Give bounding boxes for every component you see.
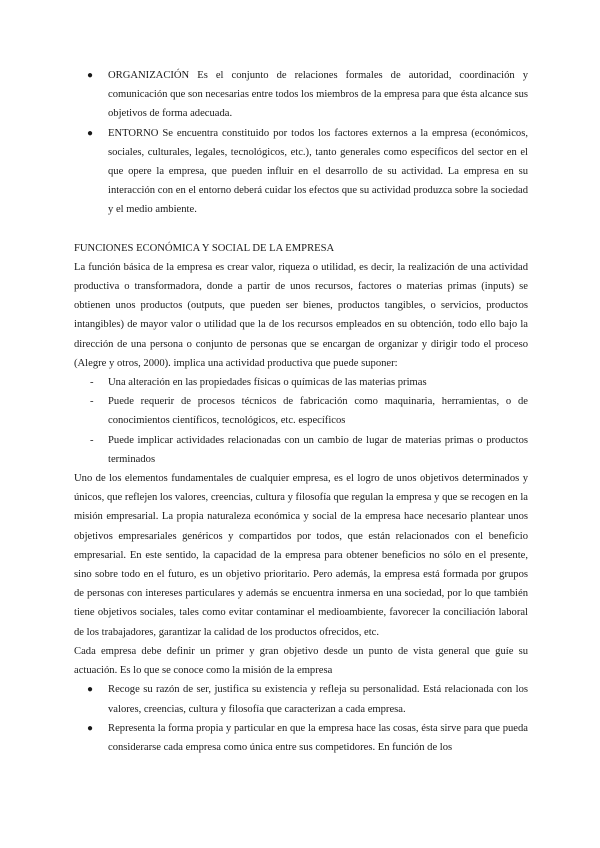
document-body: [74, 66, 528, 757]
intro-paragraph: La función básica de la empresa es crear valor, riqueza o utilidad, es decir, la realización de una actividad productiva o transformadora, donde a partir de unos recursos, factores o materias primas (inputs) se obtienen unos productos (outputs, que pueden ser bienes, productos tangibles, o servicios, productos intangibles) de mayor valor o utilidad que la de los recursos empleados en su obtención, todo ello bajo la dirección de una persona o conjunto de personas que se encargan de organizar y dirigir todo el proceso (Alegre y otros, 2000). implica una actividad productiva que puede suponer:: [74, 261, 528, 369]
bullet-text: Recoge su razón de ser, justifica su existencia y refleja su personalidad. Está relacionada con los valores, creencias, cultura y filosofía que caracterizan a cada empresa.: [108, 684, 528, 715]
dash-item-text: Puede requerir de procesos técnicos de fabricación como maquinaria, herramientas, o de conocimientos científicos, tecnológicos, etc. específicos: [108, 396, 528, 427]
bullet-organizacion: [74, 66, 528, 124]
dash-item-text: Una alteración en las propiedades físicas o químicas de las materias primas: [108, 377, 427, 389]
bullet-entorno: [74, 124, 528, 220]
bullet-mission-reason: [74, 680, 528, 718]
bullet-dot-icon: ●: [87, 127, 94, 139]
dash-list: [74, 373, 528, 469]
bullet-dot-icon: ●: [87, 684, 94, 696]
dash-item: [74, 392, 528, 430]
dash-marker-icon: -: [90, 396, 94, 408]
top-bullet-list: [74, 66, 528, 220]
bullet-dot-icon: ●: [87, 70, 94, 81]
bullet-mission-form: [74, 719, 528, 757]
objectives-paragraph: Uno de los elementos fundamentales de cualquier empresa, es el logro de unos objetivos determinados y únicos, que reflejen los valores, creencias, cultura y filosofía que regulan la empresa y que se recogen en la misión empresarial. La propia naturaleza económica y social de la empresa hace necesario plantear unos objetivos empresariales genéricos y compartidos por todos, que están relacionados con el beneficio empresarial. En este sentido, la capacidad de la empresa para obtener beneficios no sólo en el presente, sino sobre todo en el futuro, es un objetivo prioritario. Pero además, la empresa está formada por grupos de personas con intereses particulares y además se encuentra inmersa en una sociedad, por lo que también tiene objetivos sociales, tales como evitar contaminar el medioambiente, favorecer la conciliación laboral de los trabajadores, garantizar la calidad de los productos ofrecidos, etc.: [74, 473, 528, 638]
dash-item-text: Puede implicar actividades relacionadas con un cambio de lugar de materias primas o productos terminados: [108, 434, 528, 465]
bullet-text: ORGANIZACIÓN Es el conjunto de relaciones formales de autoridad, coordinación y comunicación que son necesarias entre todos los miembros de la empresa para que ésta alcance sus objetivos de forma adecuada.: [108, 70, 528, 120]
bullet-text: Representa la forma propia y particular en que la empresa hace las cosas, ésta sirve para que pueda considerarse cada empresa como única entre sus competidores. En función de los: [108, 722, 528, 753]
bullet-dot-icon: ●: [87, 722, 94, 734]
dash-marker-icon: -: [90, 377, 94, 389]
bullet-text: ENTORNO Se encuentra constituido por todos los factores externos a la empresa (económicos, sociales, culturales, legales, tecnológicos, etc.), tanto generales como específicos del sector en el que opere la empresa, que pueden influir en el desarrollo de su actividad. La empresa en su interacción con en el entorno deberá cuidar los efectos que su actividad produzca sobre la sociedad y el medio ambiente.: [108, 127, 528, 216]
dash-marker-icon: -: [90, 434, 94, 446]
mission-bullet-list: [74, 680, 528, 757]
section-heading: FUNCIONES ECONÓMICA Y SOCIAL DE LA EMPRESA: [74, 242, 335, 254]
dash-item: [74, 431, 528, 469]
dash-item: [74, 373, 528, 392]
mission-paragraph: Cada empresa debe definir un primer y gran objetivo desde un punto de vista general que guíe su actuación. Es lo que se conoce como la misión de la empresa: [74, 645, 528, 677]
